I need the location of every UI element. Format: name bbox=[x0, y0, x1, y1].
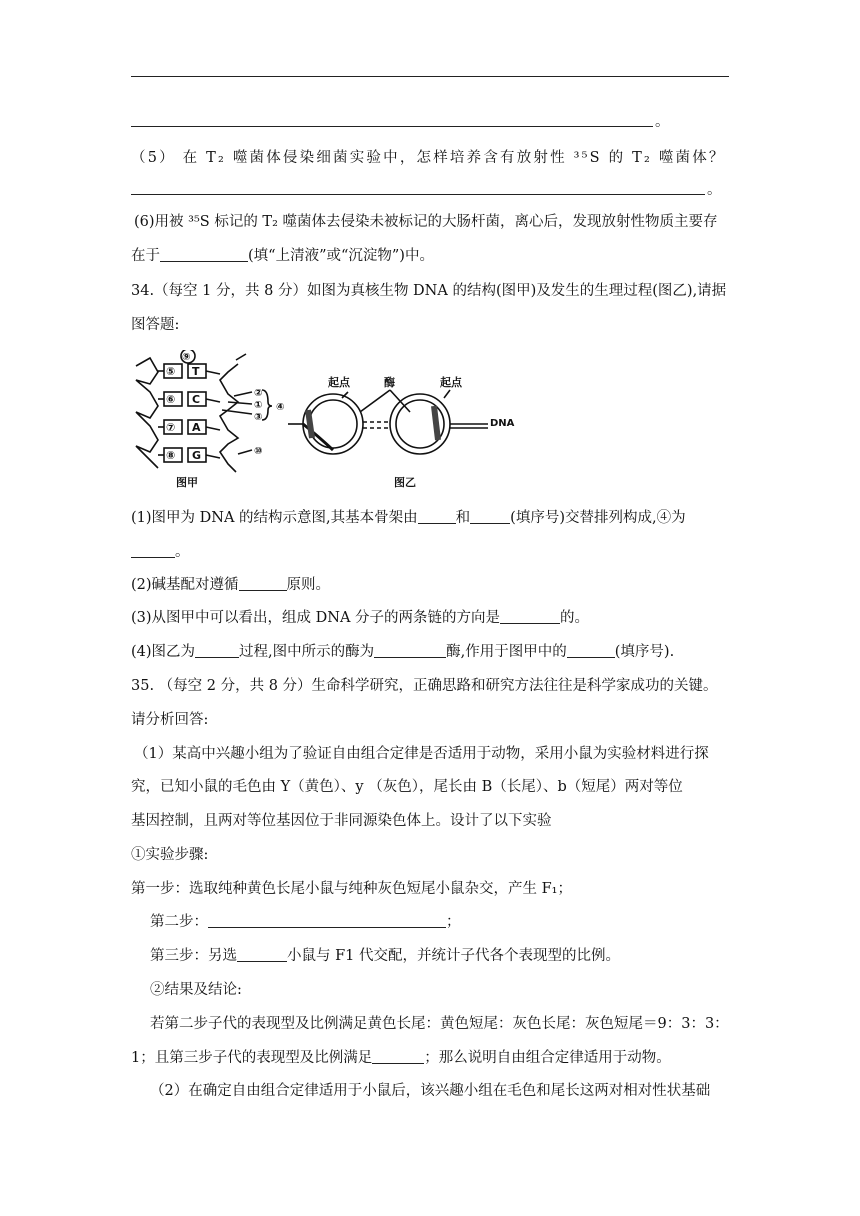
svg-text:⑩: ⑩ bbox=[254, 446, 263, 457]
dna-figures bbox=[128, 350, 528, 490]
answer-end-mark-1: 。 bbox=[655, 114, 670, 130]
q35-step3: 第三步：另选 小鼠与 F1 代交配，并统计子代各个表现型的比例。 bbox=[150, 948, 621, 964]
q34-header-1: 34.（每空 1 分，共 8 分）如图为真核生物 DNA 的结构(图甲)及发生的生理过程(图乙),请据 bbox=[131, 283, 727, 299]
q35-step2: 第二步： ； bbox=[150, 914, 461, 930]
q35-step1: 第一步：选取纯种黄色长尾小鼠与纯种灰色短尾小鼠杂交，产生 F₁； bbox=[131, 881, 572, 897]
blank-step2 bbox=[208, 913, 446, 928]
blank-1 bbox=[418, 509, 456, 524]
svg-text:⑧: ⑧ bbox=[166, 449, 176, 462]
answer-rule-2 bbox=[131, 126, 653, 127]
figure-a-dna-structure bbox=[136, 350, 284, 489]
q35-header-1: 35. （每空 2 分，共 8 分）生命科学研究，正确思路和研究方法往往是科学家成功的关键。 bbox=[131, 678, 718, 694]
svg-text:①: ① bbox=[254, 400, 263, 411]
q34-p3: (3)从图甲中可以看出，组成 DNA 分子的两条链的方向是 的。 bbox=[131, 610, 590, 626]
q5-question: （5） 在 T₂ 噬菌体侵染细菌实验中，怎样培养含有放射性 ³⁵S 的 T₂ 噬菌体？ bbox=[131, 150, 726, 166]
q34-p4: (4)图乙为 过程,图中所示的酶为 酶,作用于图甲中的 (填序号). bbox=[131, 644, 675, 660]
blank-6 bbox=[195, 643, 239, 658]
blank-7 bbox=[374, 643, 446, 658]
svg-text:A: A bbox=[192, 421, 201, 434]
q34-p2: (2)碱基配对遵循 原则。 bbox=[131, 577, 331, 593]
blank-step3 bbox=[237, 947, 287, 962]
blank-8 bbox=[567, 643, 615, 658]
q35-steps-title: ①实验步骤: bbox=[131, 847, 209, 863]
svg-text:⑥: ⑥ bbox=[166, 393, 176, 406]
marker-9: ⑨ bbox=[182, 352, 191, 363]
q35-s2-line1: （2）在确定自由组合定律适用于小鼠后，该兴趣小组在毛色和尾长这两对相对性状基础 bbox=[150, 1083, 711, 1099]
blank-4 bbox=[239, 576, 287, 591]
svg-text:C: C bbox=[192, 393, 201, 406]
q34-header-2: 图答题: bbox=[131, 317, 180, 333]
figure-b-dna-replication bbox=[288, 375, 515, 489]
svg-text:T: T bbox=[192, 365, 200, 378]
answer-rule-1 bbox=[131, 76, 729, 77]
svg-text:G: G bbox=[192, 449, 202, 462]
label-origin-right: 起点 bbox=[440, 376, 462, 389]
svg-text:⑦: ⑦ bbox=[166, 421, 176, 434]
blank-2 bbox=[470, 509, 510, 524]
svg-text:⑤: ⑤ bbox=[166, 365, 176, 378]
q5-answer-rule bbox=[131, 194, 705, 195]
svg-text:④: ④ bbox=[276, 402, 285, 413]
q5-end-mark: 。 bbox=[707, 182, 722, 198]
label-dna: DNA bbox=[490, 418, 515, 429]
q35-s1-line1: （1）某高中兴趣小组为了验证自由组合定律是否适用于动物，采用小鼠为实验材料进行探 bbox=[134, 746, 709, 762]
q6-line-2: 在于 (填“上清液”或“沉淀物”)中。 bbox=[131, 248, 434, 264]
svg-text:③: ③ bbox=[254, 412, 263, 423]
q6-blank bbox=[160, 247, 248, 262]
q35-result-line2: 1；且第三步子代的表现型及比例满足 ；那么说明自由组合定律适用于动物。 bbox=[131, 1050, 671, 1066]
blank-5 bbox=[500, 609, 560, 624]
svg-text:②: ② bbox=[254, 388, 263, 399]
label-enzyme: 酶 bbox=[384, 376, 395, 389]
q35-header-2: 请分析回答: bbox=[131, 712, 209, 728]
pair-row-2 bbox=[158, 392, 220, 406]
q35-s1-line3: 基因控制，且两对等位基因位于非同源染色体上。设计了以下实验 bbox=[131, 813, 552, 829]
q35-s1-line2: 究，已知小鼠的毛色由 Y（黄色）、y （灰色），尾长由 B（长尾）、b（短尾）两对等位 bbox=[131, 779, 683, 795]
pair-row-1 bbox=[158, 364, 220, 378]
blank-3 bbox=[131, 543, 175, 558]
blank-result bbox=[372, 1049, 424, 1064]
pair-row-4 bbox=[158, 448, 220, 462]
q35-result-title: ②结果及结论: bbox=[150, 982, 242, 998]
figure-b-caption: 图乙 bbox=[394, 476, 416, 489]
label-origin-left: 起点 bbox=[328, 376, 350, 389]
q6-line-1: (6)用被 ³⁵S 标记的 T₂ 噬菌体去侵染未被标记的大肠杆菌，离心后，发现放射性物质主要存 bbox=[134, 214, 718, 230]
q34-p1-line2: 。 bbox=[131, 542, 190, 562]
q35-result-line1: 若第二步子代的表现型及比例满足黄色长尾：黄色短尾：灰色长尾：灰色短尾＝9：3：3： bbox=[150, 1016, 729, 1032]
pair-row-3 bbox=[158, 420, 220, 434]
figure-a-caption: 图甲 bbox=[176, 476, 198, 489]
q34-p1-line1: (1)图甲为 DNA 的结构示意图,其基本骨架由 和 (填序号)交替排列构成,④为 bbox=[131, 510, 686, 526]
